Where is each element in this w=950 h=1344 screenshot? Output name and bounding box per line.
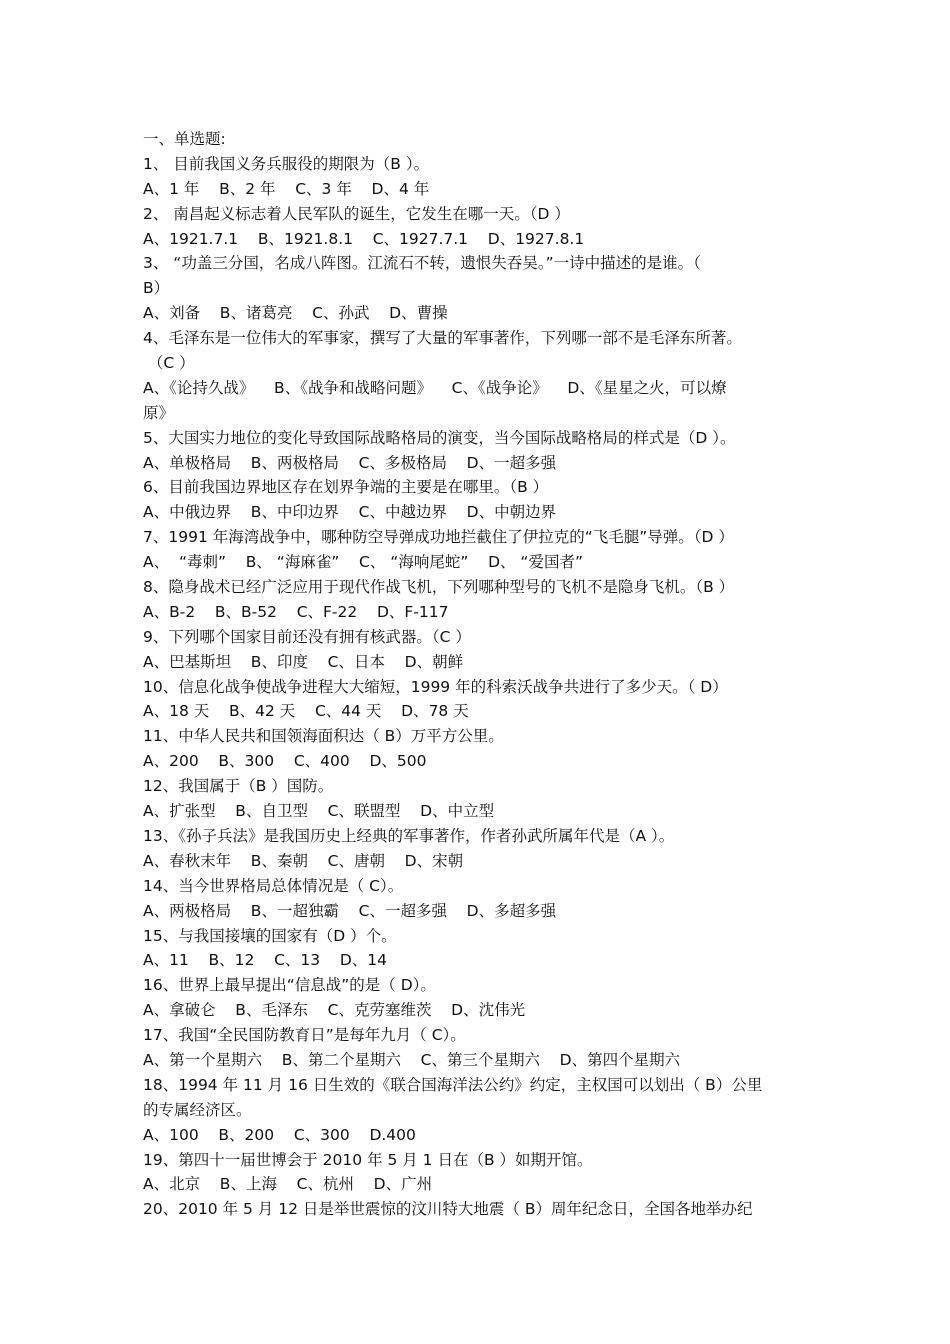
question-3-cont: B） bbox=[143, 279, 170, 298]
question-18: 18、1994 年 11 月 16 日生效的《联合国海洋法公约》约定，主权国可以划出（ B）公里 bbox=[143, 1075, 763, 1094]
question-7: 7、1991 年海湾战争中，哪种防空导弹成功地拦截住了伊拉克的“飞毛腿”导弹。（D ） bbox=[143, 528, 734, 547]
question-20: 20、2010 年 5 月 12 日是举世震惊的汶川特大地震（ B）周年纪念日，全国各地举办纪 bbox=[143, 1200, 753, 1219]
question-3: 3、 “功盖三分国，名成八阵图。江流石不转，遗恨失吞吴。”一诗中描述的是谁。（ bbox=[143, 254, 701, 273]
options-3: A、刘备 B、诸葛亮 C、孙武 D、曹操 bbox=[143, 304, 448, 323]
question-15: 15、与我国接壤的国家有（D ）个。 bbox=[143, 926, 397, 945]
options-12: A、扩张型 B、自卫型 C、联盟型 D、中立型 bbox=[143, 802, 495, 821]
question-14: 14、当今世界格局总体情况是（ C）。 bbox=[143, 876, 404, 895]
options-11: A、200 B、300 C、400 D、500 bbox=[143, 752, 427, 771]
question-10: 10、信息化战争使战争进程大大缩短，1999 年的科索沃战争共进行了多少天。（ D） bbox=[143, 677, 728, 696]
options-2: A、1921.7.1 B、1921.8.1 C、1927.7.1 D、1927.8.1 bbox=[143, 229, 585, 248]
question-18-cont: 的专属经济区。 bbox=[143, 1100, 252, 1119]
question-5: 5、大国实力地位的变化导致国际战略格局的演变，当今国际战略格局的样式是（D ）。 bbox=[143, 428, 736, 447]
question-11: 11、中华人民共和国领海面积达（ B）万平方公里。 bbox=[143, 727, 504, 746]
options-17: A、第一个星期六 B、第二个星期六 C、第三个星期六 D、第四个星期六 bbox=[143, 1050, 681, 1069]
options-8: A、B-2 B、B-52 C、F-22 D、F-117 bbox=[143, 602, 449, 621]
options-18: A、100 B、200 C、300 D.400 bbox=[143, 1125, 416, 1144]
options-1: A、1 年 B、2 年 C、3 年 D、4 年 bbox=[143, 179, 430, 198]
options-5: A、单极格局 B、两极格局 C、多极格局 D、一超多强 bbox=[143, 453, 557, 472]
question-17: 17、我国“全民国防教育日”是每年九月（ C）。 bbox=[143, 1026, 466, 1045]
options-14: A、两极格局 B、一超独霸 C、一超多强 D、多超多强 bbox=[143, 901, 557, 920]
question-4-cont: （C ） bbox=[143, 354, 195, 373]
options-16: A、拿破仑 B、毛泽东 C、克劳塞维茨 D、沈伟光 bbox=[143, 1001, 526, 1020]
question-12: 12、我国属于（B ）国防。 bbox=[143, 777, 334, 796]
question-19: 19、第四十一届世博会于 2010 年 5 月 1 日在（B ）如期开馆。 bbox=[143, 1150, 593, 1169]
options-10: A、18 天 B、42 天 C、44 天 D、78 天 bbox=[143, 702, 469, 721]
options-6: A、中俄边界 B、中印边界 C、中越边界 D、中朝边界 bbox=[143, 503, 557, 522]
options-9: A、巴基斯坦 B、印度 C、日本 D、朝鲜 bbox=[143, 652, 464, 671]
question-4: 4、毛泽东是一位伟大的军事家，撰写了大量的军事著作，下列哪一部不是毛泽东所著。 bbox=[143, 329, 742, 348]
question-6: 6、目前我国边界地区存在划界争端的主要是在哪里。（B ） bbox=[143, 478, 549, 497]
options-19: A、北京 B、上海 C、杭州 D、广州 bbox=[143, 1175, 433, 1194]
question-8: 8、隐身战术已经广泛应用于现代作战飞机，下列哪种型号的飞机不是隐身飞机。（B ） bbox=[143, 578, 735, 597]
question-1: 1、 目前我国义务兵服役的期限为（B ）。 bbox=[143, 154, 430, 173]
question-13: 13、《孙子兵法》是我国历史上经典的军事著作，作者孙武所属年代是（A ）。 bbox=[143, 826, 675, 845]
document-page bbox=[143, 127, 813, 1222]
options-13: A、春秋末年 B、秦朝 C、唐朝 D、宋朝 bbox=[143, 851, 464, 870]
section-heading: 一、单选题: bbox=[143, 130, 226, 148]
options-4: A、《论持久战》 B、《战争和战略问题》 C、《战争论》 D、《星星之火，可以燎 bbox=[143, 378, 727, 397]
options-15: A、11 B、12 C、13 D、14 bbox=[143, 951, 388, 970]
question-9: 9、下列哪个国家目前还没有拥有核武器。（C ） bbox=[143, 627, 471, 646]
options-7: A、 “毒刺” B、 “海麻雀” C、 “海响尾蛇” D、 “爱国者” bbox=[143, 553, 583, 572]
options-4-cont: 原》 bbox=[143, 403, 175, 422]
question-2: 2、 南昌起义标志着人民军队的诞生，它发生在哪一天。（D ） bbox=[143, 204, 570, 223]
question-16: 16、世界上最早提出“信息战”的是（ D）。 bbox=[143, 976, 436, 995]
